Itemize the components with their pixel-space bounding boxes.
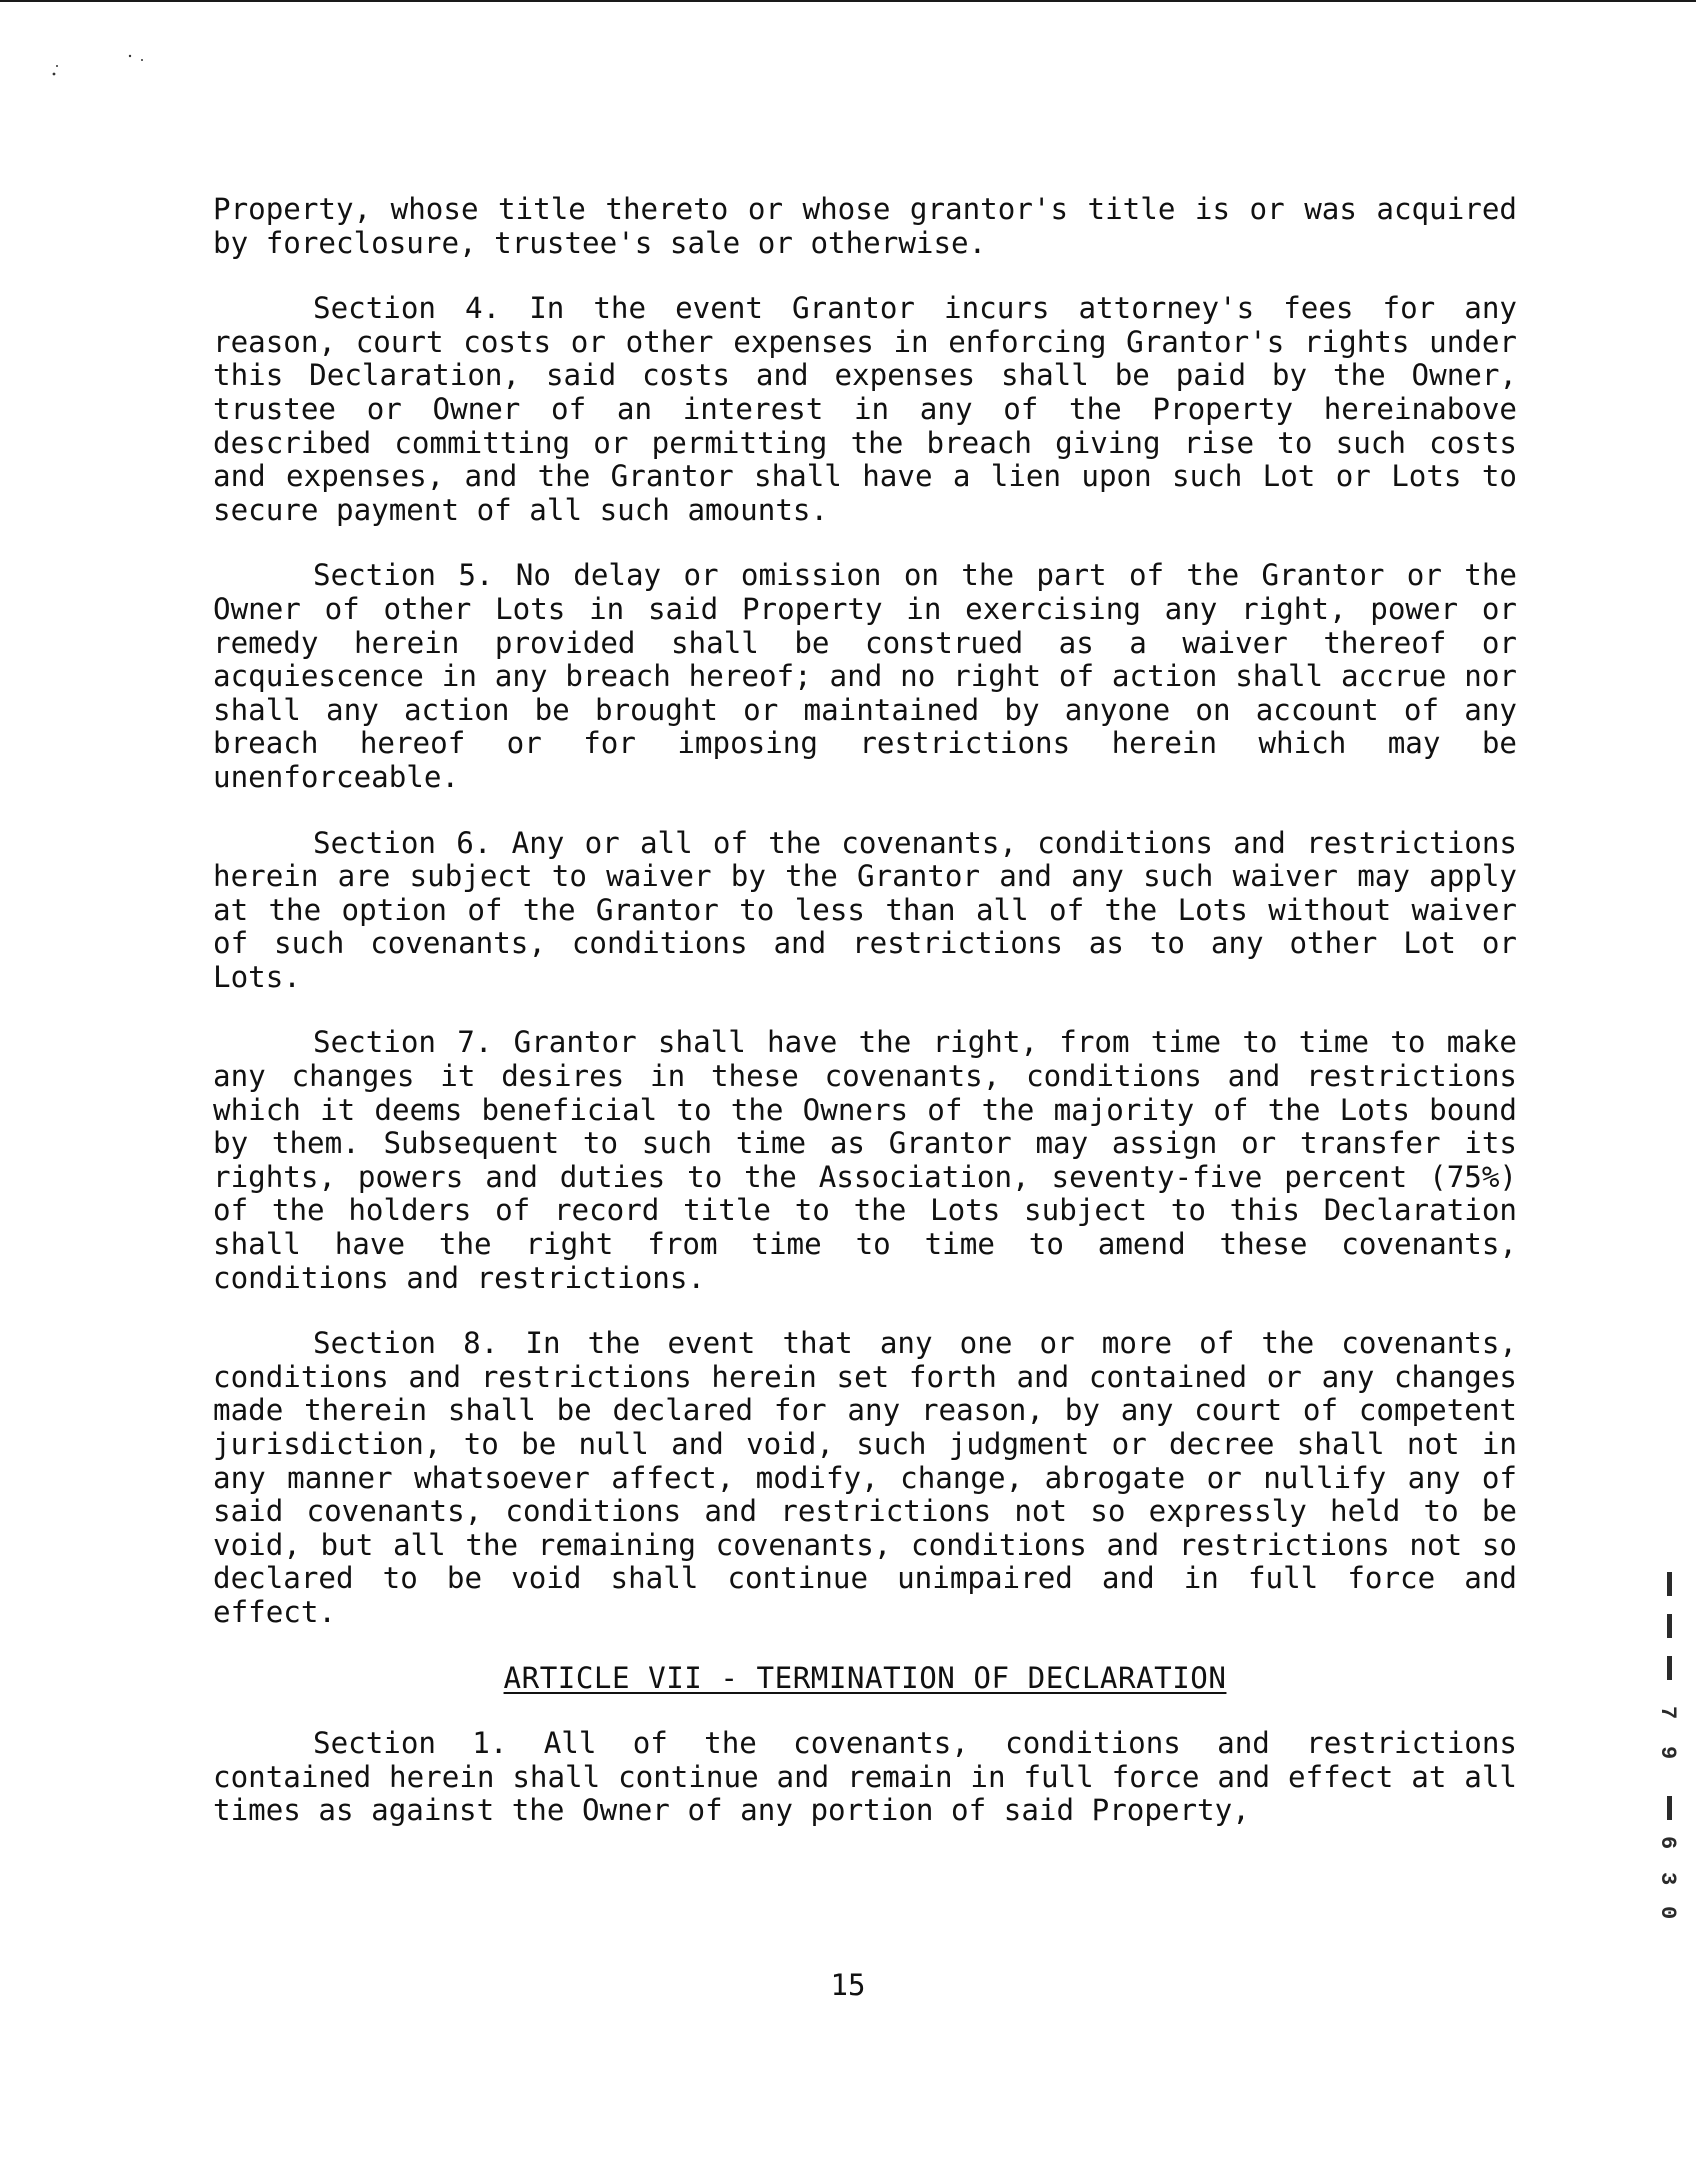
svg-text:7: 7 <box>1655 1706 1680 1720</box>
article-heading: ARTICLE VII - TERMINATION OF DECLARATION <box>503 1660 1227 1695</box>
paragraph-article-vii-section-1: Section 1. All of the covenants, conditions and restrictions contained herein shall continue and remain in full force and effect at all times as against the Owner of any portion of said Property, <box>213 1726 1517 1828</box>
svg-text:6: 6 <box>1655 1836 1680 1850</box>
paragraph-section-7: Section 7. Grantor shall have the right, from time to time to make any changes it desires in these covenants, conditions and restrictions which it deems beneficial to the Owners of the majority of the Lots bound by them. Subsequent to such time as Grantor may assign or transfer its rights, powers and duties to the Association, seventy-five percent (75%) of the holders of record title to the Lots subject to this Declaration shall have the right from time to time to amend these covenants, conditions and restrictions. <box>213 1025 1517 1295</box>
margin-recording-stamp <box>1654 1568 1688 1928</box>
scan-noise-marks <box>48 52 148 92</box>
svg-text:3: 3 <box>1655 1872 1680 1886</box>
document-body <box>213 193 1517 1860</box>
paragraph-section-6: Section 6. Any or all of the covenants, conditions and restrictions herein are subject to waiver by the Grantor and any such waiver may apply at the option of the Grantor to less than all of the Lots without waiver of such covenants, conditions and restrictions as to any other Lot or Lots. <box>213 825 1517 994</box>
svg-text:0: 0 <box>1655 1906 1680 1920</box>
svg-text:9: 9 <box>1655 1746 1680 1760</box>
scan-top-edge <box>0 0 1696 2</box>
paragraph-section-5: Section 5. No delay or omission on the part of the Grantor or the Owner of other Lots in said Property in exercising any right, power or remedy herein provided shall be construed as a waiver thereof or acquiescence in any breach hereof; and no right of action shall accrue nor shall any action be brought or maintained by anyone on account of any breach hereof or for imposing restrictions herein which may be unenforceable. <box>213 558 1517 794</box>
paragraph-section-8: Section 8. In the event that any one or more of the covenants, conditions and restrictions herein set forth and contained or any changes made therein shall be declared for any reason, by any court of competent jurisdiction, to be null and void, such judgment or decree shall not in any manner whatsoever affect, modify, change, abrogate or nullify any of said covenants, conditions and restrictions not so expressly held to be void, but all the remaining covenants, conditions and restrictions not so declared to be void shall continue unimpaired and in full force and effect. <box>213 1326 1517 1629</box>
page-number: 15 <box>830 1968 866 2002</box>
paragraph-continuation: Property, whose title thereto or whose grantor's title is or was acquired by foreclosure, trustee's sale or otherwise. <box>213 192 1517 260</box>
paragraph-section-4: Section 4. In the event Grantor incurs attorney's fees for any reason, court costs or other expenses in enforcing Grantor's rights under this Declaration, said costs and expenses shall be paid by the Owner, trustee or Owner of an interest in any of the Property hereinabove described committing or permitting the breach giving rise to such costs and expenses, and the Grantor shall have a lien upon such Lot or Lots to secure payment of all such amounts. <box>213 291 1517 527</box>
